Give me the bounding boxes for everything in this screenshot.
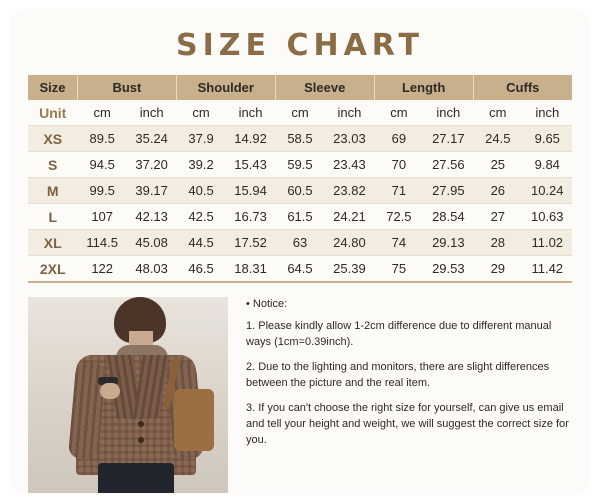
cell: 45.08: [127, 230, 176, 256]
cell: inch: [523, 100, 572, 126]
cell: 37.20: [127, 152, 176, 178]
cell: 15.43: [226, 152, 275, 178]
lower-section: [28, 297, 572, 495]
cell: 27.56: [424, 152, 473, 178]
cell: 35.24: [127, 126, 176, 152]
size-chart-table: [28, 75, 572, 283]
table-row: [28, 100, 572, 126]
cell: 59.5: [275, 152, 324, 178]
cell: 14.92: [226, 126, 275, 152]
cell: 48.03: [127, 256, 176, 283]
row-label: L: [28, 204, 77, 230]
cell: cm: [374, 100, 423, 126]
cell: 63: [275, 230, 324, 256]
row-label: 2XL: [28, 256, 77, 283]
product-photo: [28, 297, 228, 493]
table-row: [28, 230, 572, 256]
cell: 40.5: [176, 178, 225, 204]
cell: 15.94: [226, 178, 275, 204]
cell: 10.63: [523, 204, 572, 230]
cell: 71: [374, 178, 423, 204]
cell: 75: [374, 256, 423, 283]
cell: cm: [275, 100, 324, 126]
cell: 61.5: [275, 204, 324, 230]
notice-item-1: 1. Please kindly allow 1-2cm difference due to different manual ways (1cm=0.39inch).: [246, 319, 552, 348]
cell: 60.5: [275, 178, 324, 204]
cell: 29: [473, 256, 522, 283]
cell: 23.03: [325, 126, 374, 152]
notice-section: [228, 297, 572, 495]
cell: 18.31: [226, 256, 275, 283]
cell: 10.24: [523, 178, 572, 204]
cell: inch: [325, 100, 374, 126]
cell: 69: [374, 126, 423, 152]
row-label: XS: [28, 126, 77, 152]
notice-heading: • Notice:: [246, 298, 288, 310]
column-header-bust: Bust: [77, 75, 176, 100]
handbag: [174, 389, 214, 451]
column-header-sleeve: Sleeve: [275, 75, 374, 100]
cell: inch: [226, 100, 275, 126]
cell: 24.21: [325, 204, 374, 230]
cell: 17.52: [226, 230, 275, 256]
cell: 42.13: [127, 204, 176, 230]
cell: inch: [127, 100, 176, 126]
table-row: [28, 178, 572, 204]
row-label: M: [28, 178, 77, 204]
cell: 89.5: [77, 126, 126, 152]
notice-item-2: 2. Due to the lighting and monitors, there are slight differences between the picture and the real item.: [246, 360, 550, 389]
cell: 46.5: [176, 256, 225, 283]
cell: 42.5: [176, 204, 225, 230]
cell: 29.13: [424, 230, 473, 256]
cell: 27.95: [424, 178, 473, 204]
column-header-shoulder: Shoulder: [176, 75, 275, 100]
cell: 23.82: [325, 178, 374, 204]
cell: inch: [424, 100, 473, 126]
cell: 23.43: [325, 152, 374, 178]
cell: 114.5: [77, 230, 126, 256]
column-header-size: Size: [28, 75, 77, 100]
cell: 64.5: [275, 256, 324, 283]
column-header-length: Length: [374, 75, 473, 100]
size-chart-card: [10, 8, 590, 495]
cell: 107: [77, 204, 126, 230]
cell: 27.17: [424, 126, 473, 152]
model-hand: [100, 383, 120, 399]
cell: 72.5: [374, 204, 423, 230]
cell: 58.5: [275, 126, 324, 152]
cell: 28.54: [424, 204, 473, 230]
model-pants: [98, 463, 174, 493]
cell: 24.5: [473, 126, 522, 152]
cell: 11.42: [523, 256, 572, 283]
table-row: [28, 256, 572, 283]
notice-item-3: 3. If you can't choose the right size for yourself, can give us email and tell your height and weight, we will suggest the correct size for you.: [246, 401, 569, 446]
page-title: SIZE CHART: [175, 28, 425, 63]
blazer-button: [138, 421, 144, 427]
cell: 24.80: [325, 230, 374, 256]
table-head: [28, 75, 572, 100]
cell: 25: [473, 152, 522, 178]
cell: 28: [473, 230, 522, 256]
cell: 29.53: [424, 256, 473, 283]
cell: cm: [77, 100, 126, 126]
cell: 11.02: [523, 230, 572, 256]
cell: cm: [473, 100, 522, 126]
cell: 39.17: [127, 178, 176, 204]
cell: 9.84: [523, 152, 572, 178]
cell: 27: [473, 204, 522, 230]
cell: cm: [176, 100, 225, 126]
blazer-button: [138, 437, 144, 443]
cell: 122: [77, 256, 126, 283]
cell: 94.5: [77, 152, 126, 178]
row-label: S: [28, 152, 77, 178]
cell: 44.5: [176, 230, 225, 256]
column-header-cuffs: Cuffs: [473, 75, 572, 100]
cell: 16.73: [226, 204, 275, 230]
cell: 74: [374, 230, 423, 256]
cell: 26: [473, 178, 522, 204]
cell: 37.9: [176, 126, 225, 152]
cell: 70: [374, 152, 423, 178]
table-header-row: [28, 75, 572, 100]
cell: 39.2: [176, 152, 225, 178]
table-row: [28, 152, 572, 178]
table-row: [28, 126, 572, 152]
cell: 99.5: [77, 178, 126, 204]
row-label: Unit: [28, 100, 77, 126]
table-row: [28, 204, 572, 230]
cell: 9.65: [523, 126, 572, 152]
row-label: XL: [28, 230, 77, 256]
table-body: [28, 100, 572, 282]
cell: 25.39: [325, 256, 374, 283]
